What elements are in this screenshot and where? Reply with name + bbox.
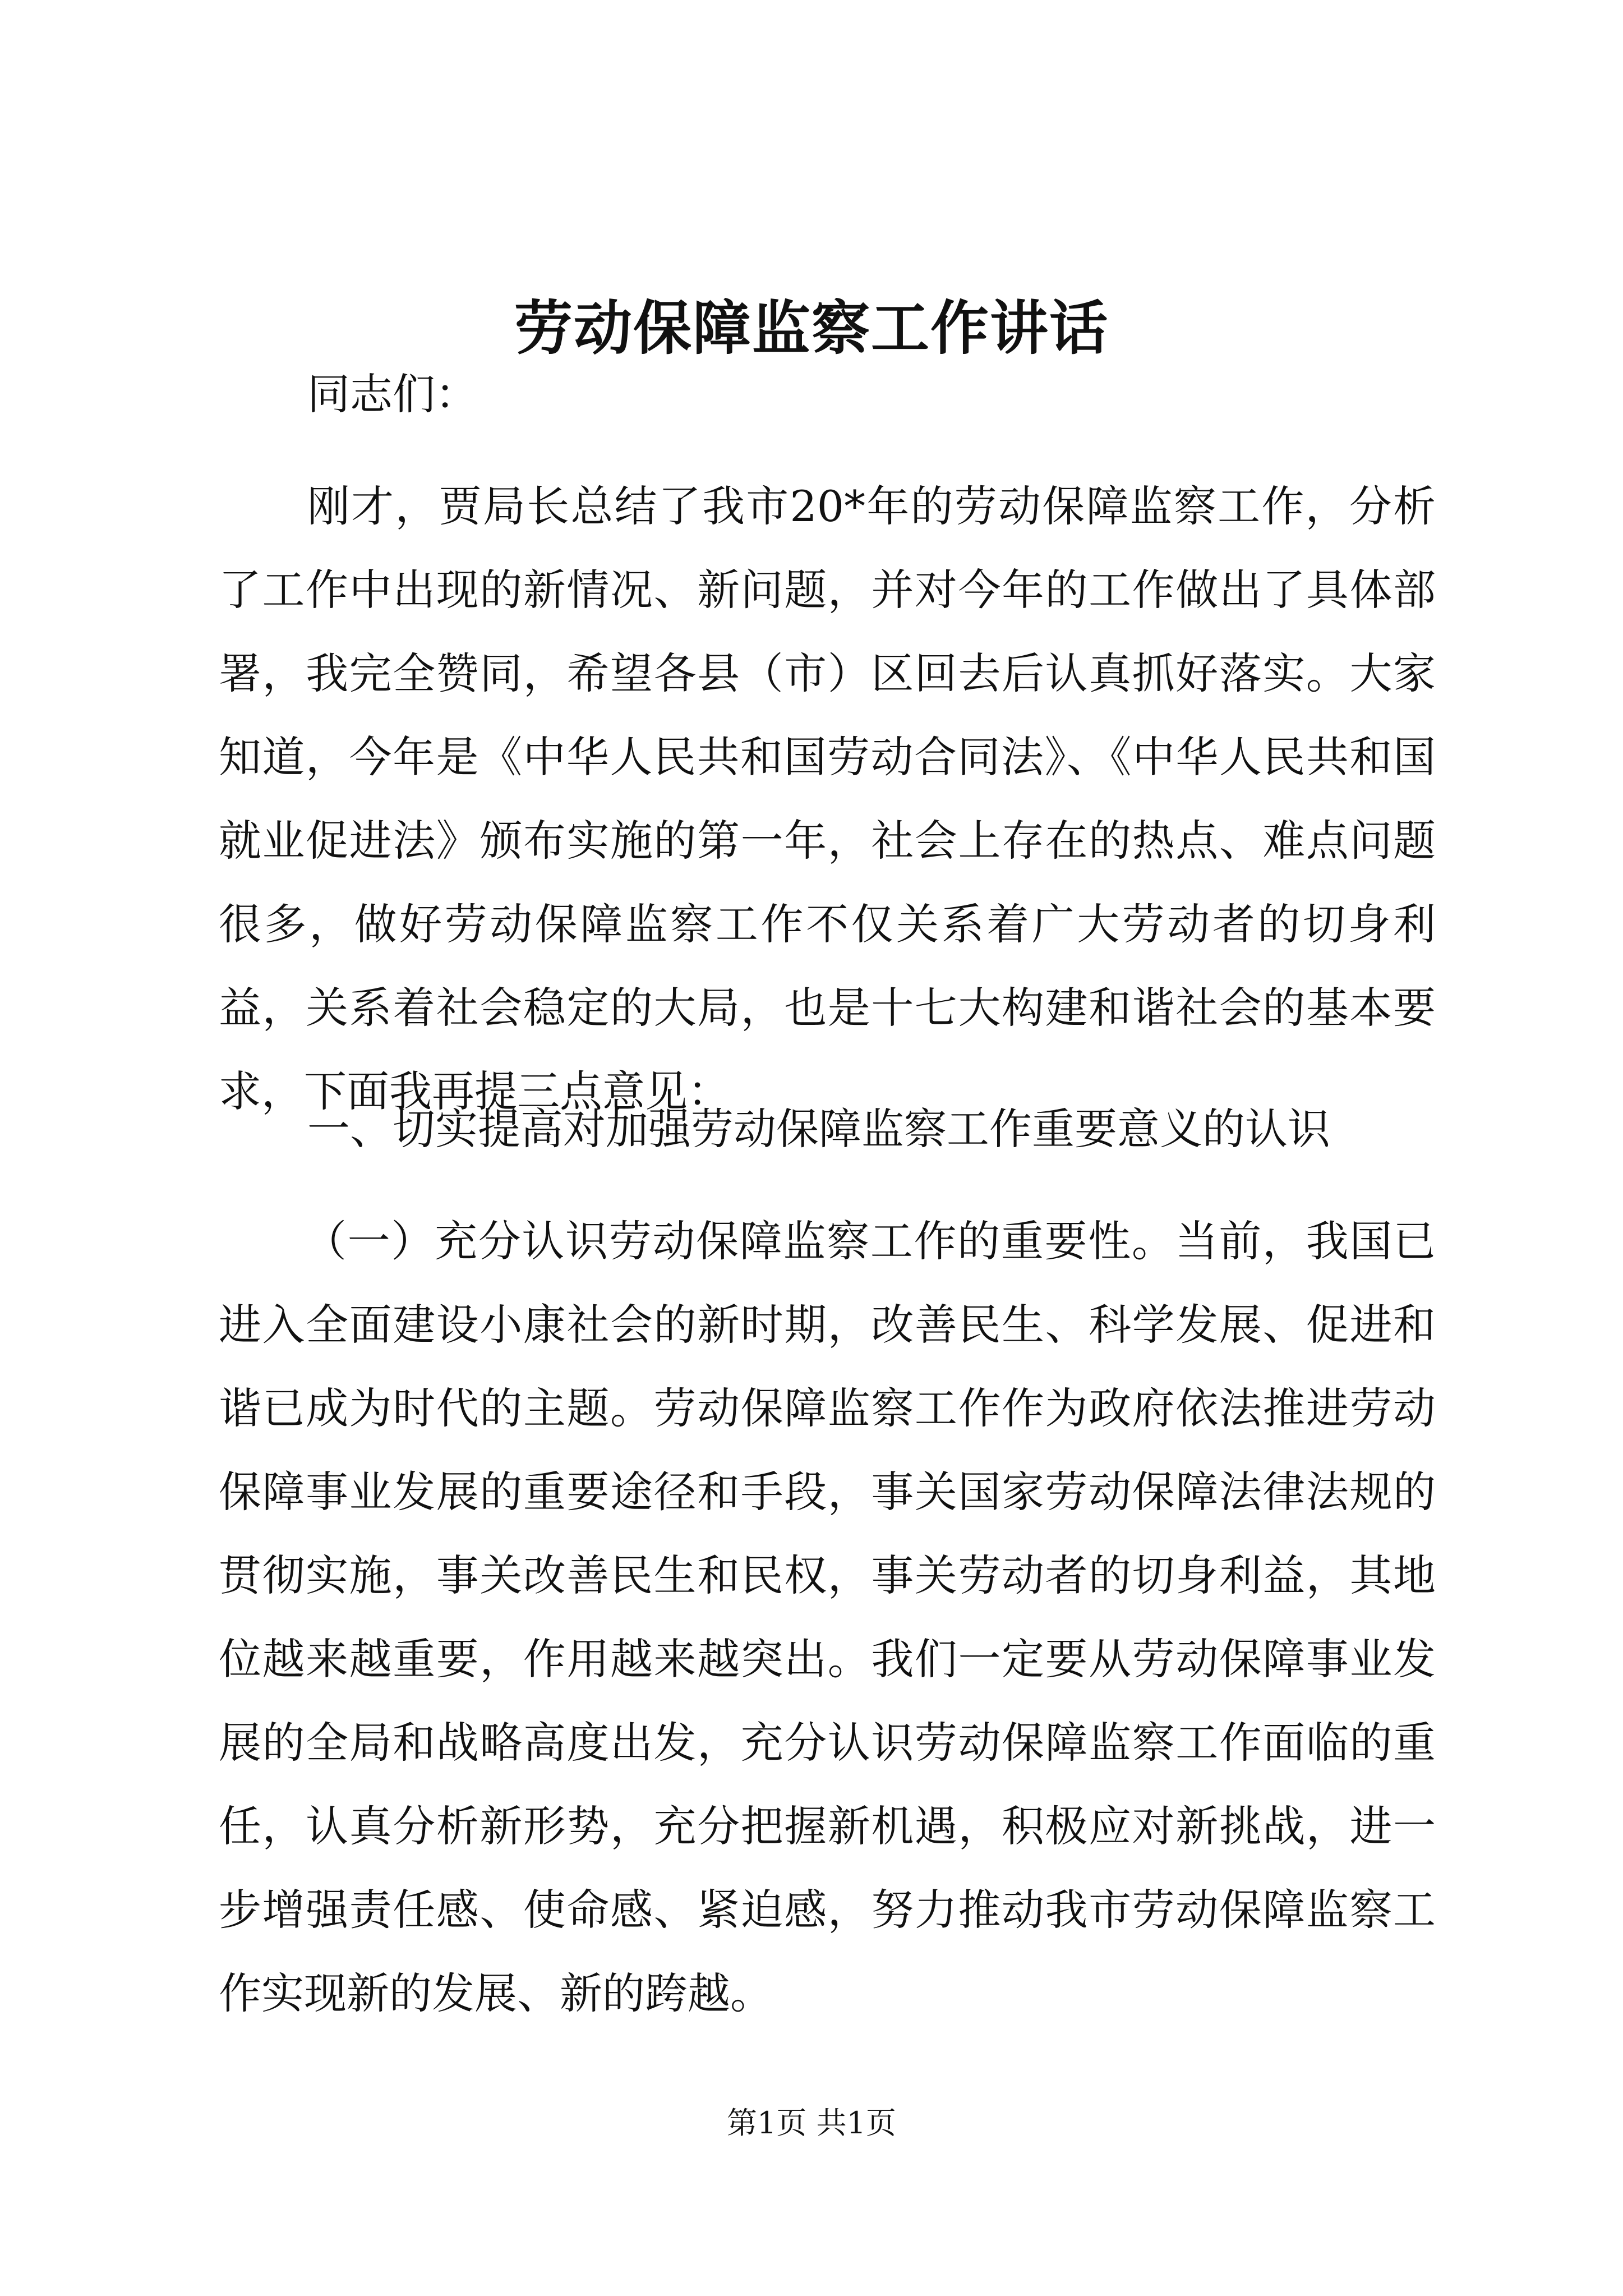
page-footer: 第1页 共1页 [727,2105,896,2141]
paragraph-2: （一）充分认识劳动保障监察工作的重要性。当前，我国已进入全面建设小康社会的新时期，改善民生、科学发展、促进和谐已成为时代的主题。劳动保障监察工作作为政府依法推进劳动保障事业发展的重要途径和手段，事关国家劳动保障法律法规的贯彻实施，事关改善民生和民权，事关劳动者的切身利益，其地位越来越重要，作用越来越突出。我们一定要从劳动保障事业发展的全局和战略高度出发，充分认识劳动保障监察工作面临的重任，认真分析新形势，充分把握新机遇，积极应对新挑战，进一步增强责任感、使命感、紧迫感，努力推动我市劳动保障监察工作实现新的发展、新的跨越。 [219,1216,1436,2018]
document-title: 劳动保障监察工作讲话 [514,293,1109,362]
greeting: 同志们： [307,369,478,419]
paragraph-1: 刚才，贾局长总结了我市20*年的劳动保障监察工作，分析了工作中出现的新情况、新问题，并对今年的工作做出了具体部署，我完全赞同，希望各县（市）区回去后认真抓好落实。大家知道，今年是《中华人民共和国劳动合同法》、《中华人民共和国就业促进法》颁布实施的第一年，社会上存在的热点、难点问题很多，做好劳动保障监察工作不仅关系着广大劳动者的切身利益，关系着社会稳定的大局，也是十七大构建和谐社会的基本要求，下面我再提三点意见： [219,481,1436,1116]
section-heading-1: 一、切实提高对加强劳动保障监察工作重要意义的认识 [307,1104,1330,1154]
